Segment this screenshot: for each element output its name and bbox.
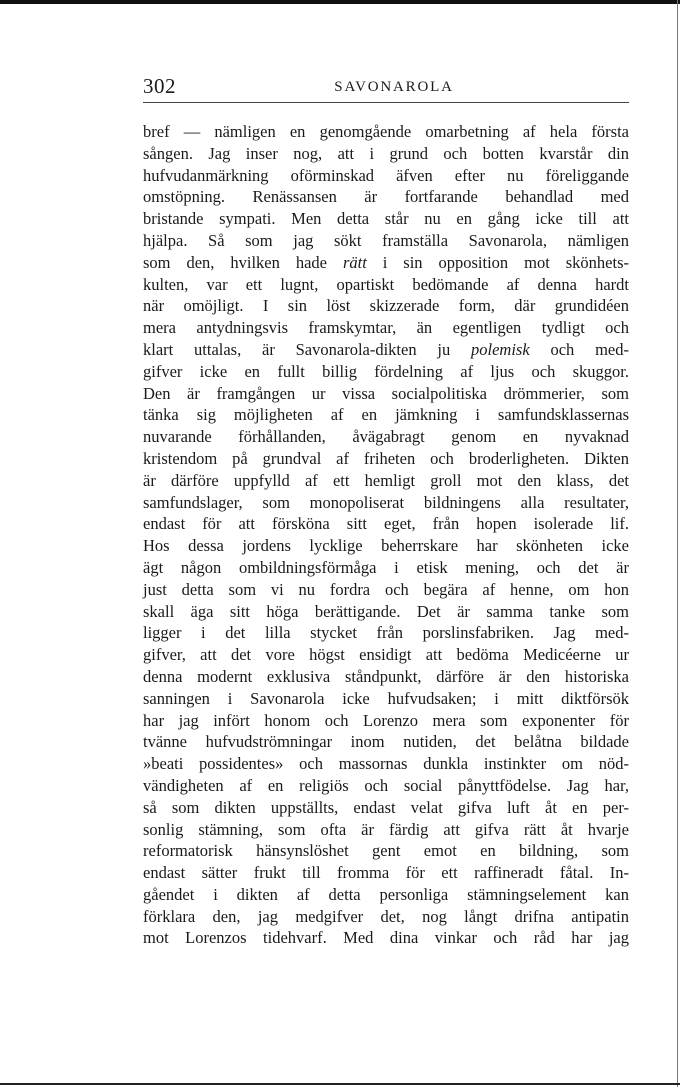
text-line: reformatorisk hänsynslöshet gent emot en bildning, som [143,841,629,861]
text-line: kristendom på grundval af friheten och broderligheten. Dikten [143,448,629,468]
text-line: bristande sympati. Men detta står nu en gång icke till att [143,209,629,229]
text-line: omstöpning. Renässansen är fortfarande behandlad med [143,187,629,207]
text-line: är därföre uppfylld af ett hemligt groll mot den klass, det [143,470,629,490]
text-line: vändigheten af en religiös och social pånyttfödelse. Jag har, [143,775,629,795]
text-line: gifver icke en fullt billig fördelning af ljus och skuggor. [143,361,629,381]
text-line: Den är framgången ur vissa socialpolitiska drömmerier, som [143,383,629,403]
text-line: mera antydningsvis framskymtar, än egentligen tydligt och [143,318,629,338]
text-line: kulten, var ett lugnt, opartiskt bedömande af denna hardt [143,274,629,294]
right-page-edge [677,0,678,1087]
text-line: tvänne hufvudströmningar inom nutiden, det belåtna bildade [143,732,629,752]
text-line: tänka sig möjligheten af en jämkning i samfundsklassernas [143,405,629,425]
text-line: skall äga sitt höga berättigande. Det är samma tanke som [143,601,629,621]
text-line: ligger i det lilla stycket från porslinsfabriken. Jag med- [143,623,629,643]
text-line: hjälpa. Så som jag sökt framställa Savonarola, nämligen [143,230,629,250]
emphasized-word: polemisk [471,339,530,359]
text-line: gåendet i dikten af detta personliga stämningselement kan [143,884,629,904]
text-line: har jag infört honom och Lorenzo mera som exponenter för [143,710,629,730]
text-line: gifver, att det vore högst ensidigt att bedöma Medicéerne ur [143,645,629,665]
emphasized-word: rätt [342,252,367,272]
text-line: klart uttalas, är Savonarola-dikten ju polemisk och med- [143,339,629,359]
bottom-border [0,1083,680,1085]
text-line: hufvudanmärkning oförminskad äfven efter nu föreliggande [143,165,629,185]
text-line: förklara den, jag medgifver det, nog långt drifna antipatin [143,906,629,926]
text-line: ägt någon ombildningsförmåga i etisk mening, och det är [143,557,629,577]
text-line: så som dikten uppställts, endast velat gifva luft åt en per- [143,797,629,817]
text-line: mot Lorenzos tidehvarf. Med dina vinkar och råd har jag [143,928,629,948]
text-line: sanningen i Savonarola icke hufvudsaken; i mitt diktförsök [143,688,629,708]
text-line: bref — nämligen en genomgående omarbetning af hela första [143,122,629,141]
text-line: sonlig stämning, som ofta är färdig att gifva rätt åt hvarje [143,819,629,839]
running-title: SAVONAROLA [334,79,454,95]
text-line: som den, hvilken hade rätt i sin opposition mot skönhets- [143,252,629,272]
text-line: endast för att försköna sitt eget, från hopen isolerade lif. [143,514,629,534]
text-line: »beati possidentes» och massornas dunkla instinkter om nöd- [143,754,629,774]
page-header [143,70,629,103]
text-line: endast sätter frukt till fromma för ett raffineradt fåtal. In- [143,863,629,883]
text-line: sången. Jag inser nog, att i grund och botten kvarstår din [143,143,629,163]
text-line: när omöjligt. I sin löst skizzerade form, där grundidéen [143,296,629,316]
body-text [143,121,629,949]
text-line: Hos dessa jordens lycklige beherrskare har skönheten icke [143,536,629,556]
text-line: nuvarande förhållanden, åvägabragt genom en nyvaknad [143,427,629,447]
text-line: just detta som vi nu fordra och begära af henne, om hon [143,579,629,599]
text-line: samfundslager, som monopoliserat bildningens alla resultater, [143,492,629,512]
top-border [0,0,680,4]
text-line: denna modernt exklusiva ståndpunkt, därföre är den historiska [143,666,629,686]
page-number: 302 [143,74,176,98]
